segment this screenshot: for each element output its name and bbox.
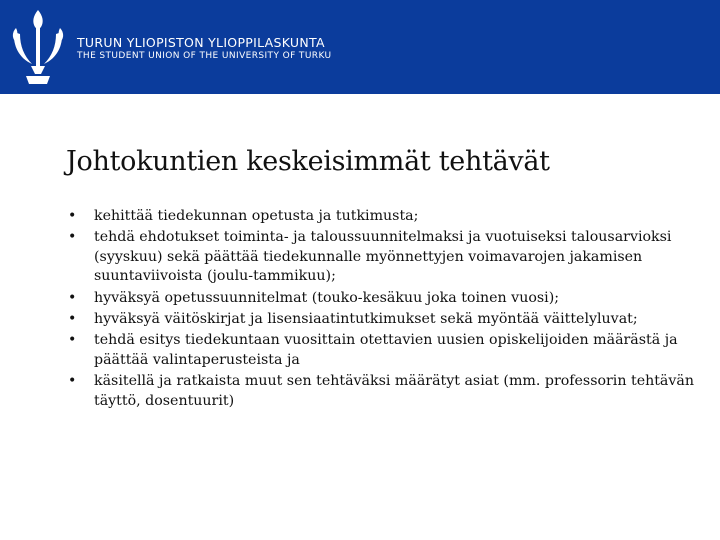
organization-name-english: THE STUDENT UNION OF THE UNIVERSITY OF TURKU	[77, 51, 332, 61]
torch-laurel-logo-icon	[10, 8, 66, 86]
bullet-item: • hyväksyä opetussuunnitelmat (touko-kesäkuu joka toinen vuosi);	[66, 289, 706, 308]
bullet-item: • tehdä esitys tiedekuntaan vuosittain otettavien uusien opiskelijoiden määrästä ja päättää valintaperusteista ja	[66, 331, 706, 370]
bullet-list	[66, 207, 706, 413]
organization-name	[77, 35, 332, 62]
bullet-item: • tehdä ehdotukset toiminta- ja taloussuunnitelmaksi ja vuotuiseksi talousarvioksi (syyskuu) sekä päättää tiedekunnalle myönnettyjen voimavarojen jakamisen suuntaviivoista (joulu-tammikuu);	[66, 228, 706, 286]
slide-title: Johtokuntien keskeisimmät tehtävät	[66, 146, 550, 177]
header-bar	[0, 0, 720, 94]
organization-name-finnish: TURUN YLIOPISTON YLIOPPILASKUNTA	[77, 35, 325, 50]
bullet-item: • kehittää tiedekunnan opetusta ja tutkimusta;	[66, 207, 706, 226]
bullet-item: • käsitellä ja ratkaista muut sen tehtäväksi määrätyt asiat (mm. professorin tehtävän täyttö, dosentuurit)	[66, 372, 706, 411]
bullet-item: • hyväksyä väitöskirjat ja lisensiaatintutkimukset sekä myöntää väittelyluvat;	[66, 310, 706, 329]
